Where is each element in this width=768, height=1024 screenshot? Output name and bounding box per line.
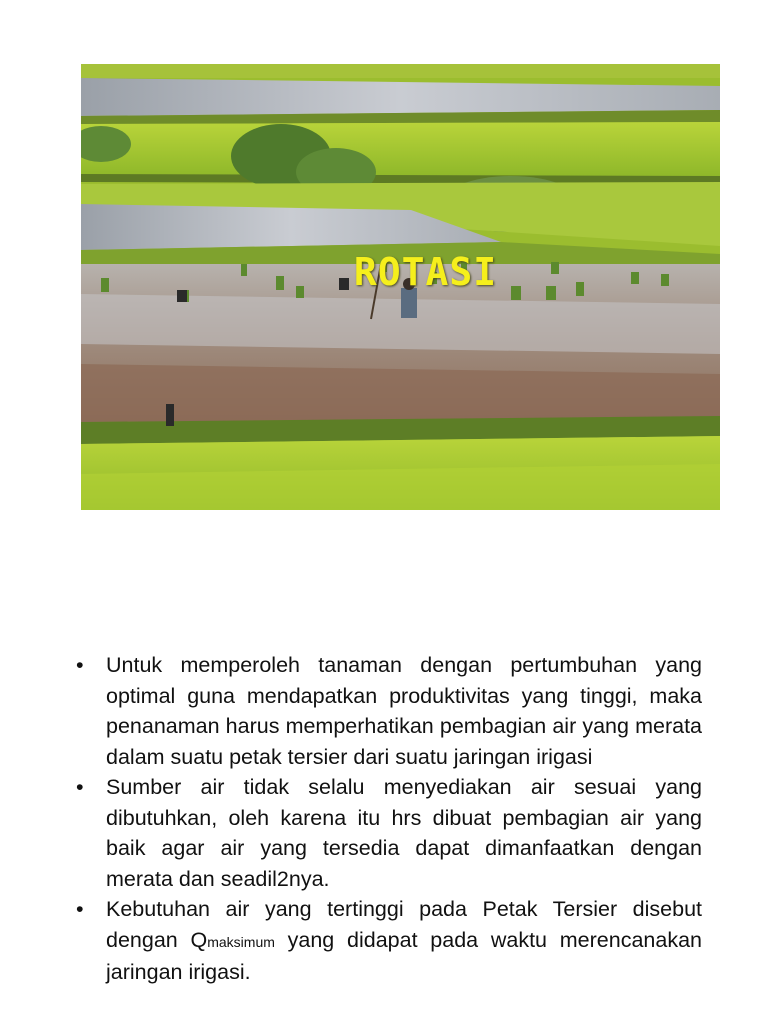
- bullet-item: [76, 772, 702, 894]
- bullet-text: Untuk memperoleh tanaman dengan pertumbuhan yang optimal guna mendapatkan produktivitas yang tinggi, maka penanaman harus memperhatikan pembagian air yang merata dalam suatu petak tersier dari suatu jaringan irigasi: [106, 653, 702, 769]
- bullet-dot: •: [76, 897, 84, 921]
- bullet-text-after: yang didapat pada waktu merencanakan jaringan irigasi.: [106, 927, 702, 984]
- bullet-text-before: Kebutuhan air yang tertinggi pada Petak Tersier disebut dengan Q: [106, 897, 702, 952]
- bullet-dot: •: [76, 653, 84, 677]
- bullet-text: Sumber air tidak selalu menyediakan air sesuai yang dibutuhkan, oleh karena itu hrs dibuat pembagian air yang baik agar air yang tersedia dapat dimanfaatkan dengan merata dan seadil2nya.: [106, 775, 702, 891]
- q-subscript: maksimum: [207, 933, 275, 950]
- bullet-dot: •: [76, 775, 84, 799]
- bullet-item: [76, 650, 702, 772]
- bullet-item: [76, 894, 702, 988]
- bullet-list: [76, 650, 702, 988]
- slide-title: ROTASI: [353, 250, 498, 294]
- rice-field-photo: [81, 64, 720, 510]
